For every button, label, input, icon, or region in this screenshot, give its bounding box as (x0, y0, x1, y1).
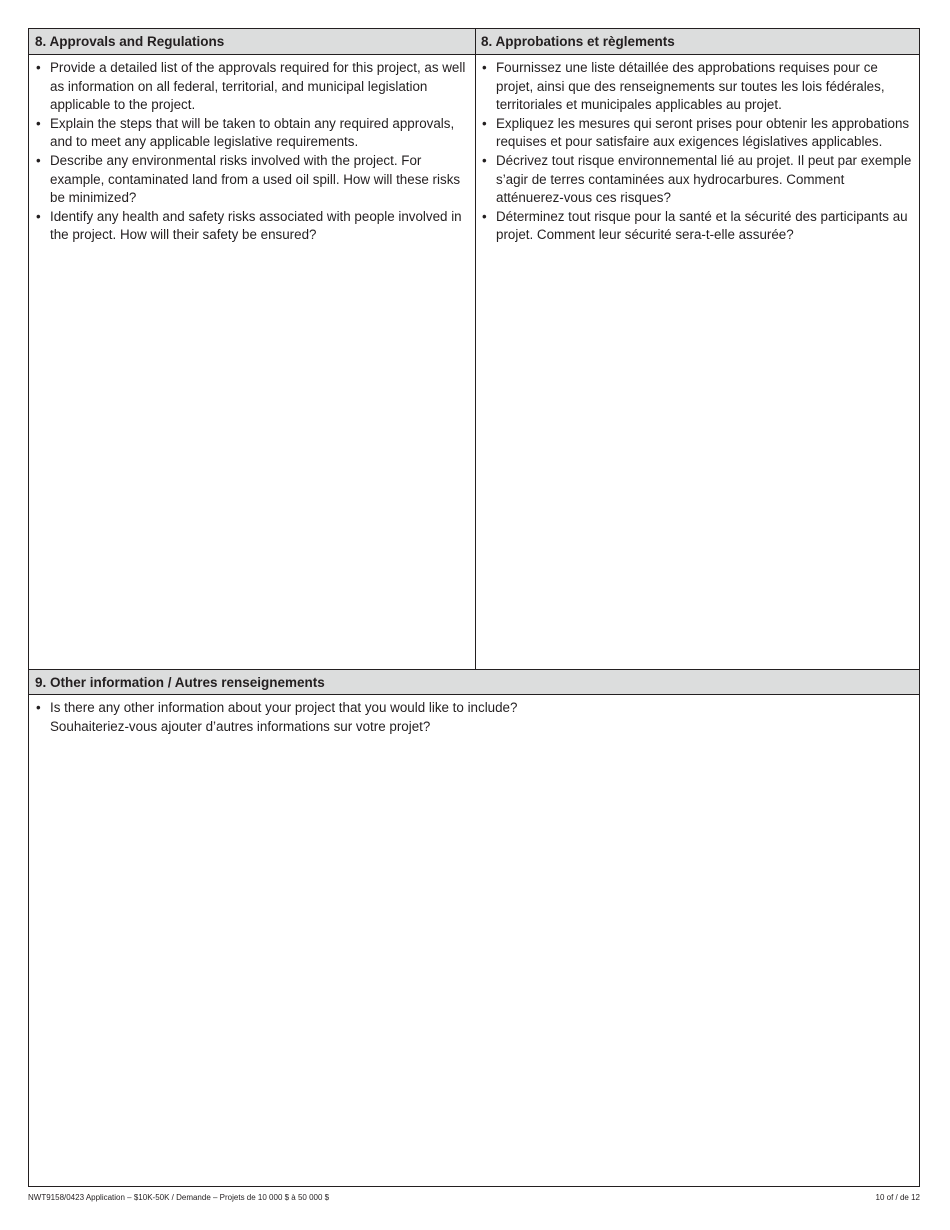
form-identifier: NWT9158/0423 Application – $10K-50K / Demande – Projets de 10 000 $ à 50 000 $ (28, 1193, 330, 1202)
section-9-instructions (35, 699, 895, 736)
column-divider (475, 29, 476, 669)
other-info-question-fr: Souhaiteriez-vous ajouter d’autres informations sur votre projet? (50, 718, 431, 734)
list-item: • Explain the steps that will be taken to obtain any required approvals, and to meet any applicable legislative requirements. (35, 115, 471, 152)
list-item: • Déterminez tout risque pour la santé et la sécurité des participants au projet. Comment leur sécurité sera-t-elle assurée? (481, 208, 913, 245)
list-item (35, 699, 895, 736)
list-item: • Identify any health and safety risks associated with people involved in the project. How will their safety be ensured? (35, 208, 471, 245)
section-8-header-row (29, 29, 919, 55)
list-item: • Décrivez tout risque environnemental lié au projet. Il peut par exemple s’agir de terres contaminées aux hydrocarbures. Comment atténuerez-vous ces risques? (481, 152, 913, 208)
section-9-title: 9. Other information / Autres renseignements (35, 675, 325, 690)
section-8-title-fr: 8. Approbations et règlements (481, 34, 675, 49)
list-item: • Expliquez les mesures qui seront prises pour obtenir les approbations requises et pour satisfaire aux exigences législatives applicables. (481, 115, 913, 152)
section-8-instructions-en (35, 59, 471, 245)
form-table (28, 28, 920, 1187)
other-info-question-en: • Is there any other information about your project that you would like to include? (50, 700, 518, 715)
list-item: • Describe any environmental risks involved with the project. For example, contaminated land from a used oil spill. How will these risks be minimized? (35, 152, 471, 208)
section-8-title-en: 8. Approvals and Regulations (35, 34, 225, 49)
list-item: • Fournissez une liste détaillée des approbations requises pour ce projet, ainsi que des renseignements sur toutes les lois fédérales, territoriales et municipales applicables au projet. (481, 59, 913, 115)
section-8-instructions-fr (481, 59, 913, 245)
section-9-header-row (29, 669, 919, 695)
list-item: • Provide a detailed list of the approvals required for this project, as well as information on all federal, territorial, and municipal legislation applicable to the project. (35, 59, 471, 115)
page-number: 10 of / de 12 (875, 1193, 920, 1202)
